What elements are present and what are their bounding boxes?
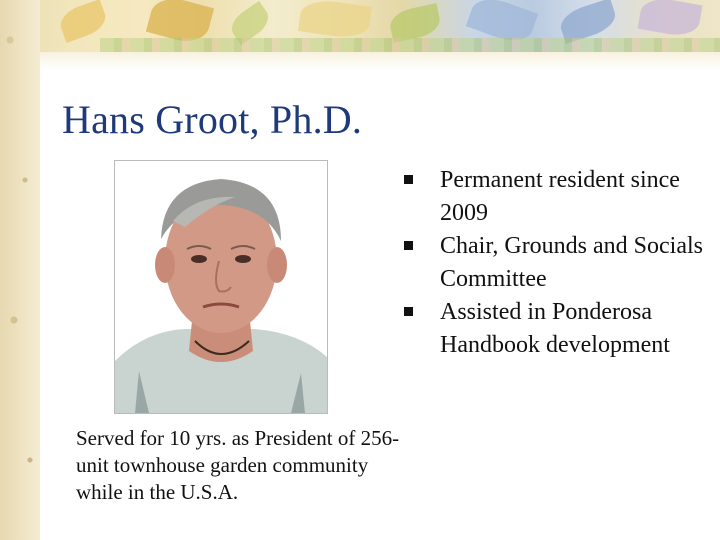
photo-caption: Served for 10 yrs. as President of 256-unit townhouse garden community while in the U.S.A.: [76, 426, 400, 504]
square-bullet-icon: [404, 175, 413, 184]
portrait-photo: [114, 160, 328, 414]
bullet-item: [404, 164, 714, 230]
bullet-text: Assisted in Ponderosa Handbook development: [440, 299, 670, 358]
bullet-item: [404, 230, 714, 296]
bullet-text: Chair, Grounds and Socials Committee: [440, 233, 704, 292]
bullet-item: [404, 296, 714, 362]
parchment-border: [0, 0, 40, 540]
bullet-list: [404, 164, 714, 362]
slide-title: Hans Groot, Ph.D.: [62, 97, 363, 142]
bullet-text: Permanent resident since 2009: [440, 167, 680, 226]
square-bullet-icon: [404, 241, 413, 250]
square-bullet-icon: [404, 307, 413, 316]
